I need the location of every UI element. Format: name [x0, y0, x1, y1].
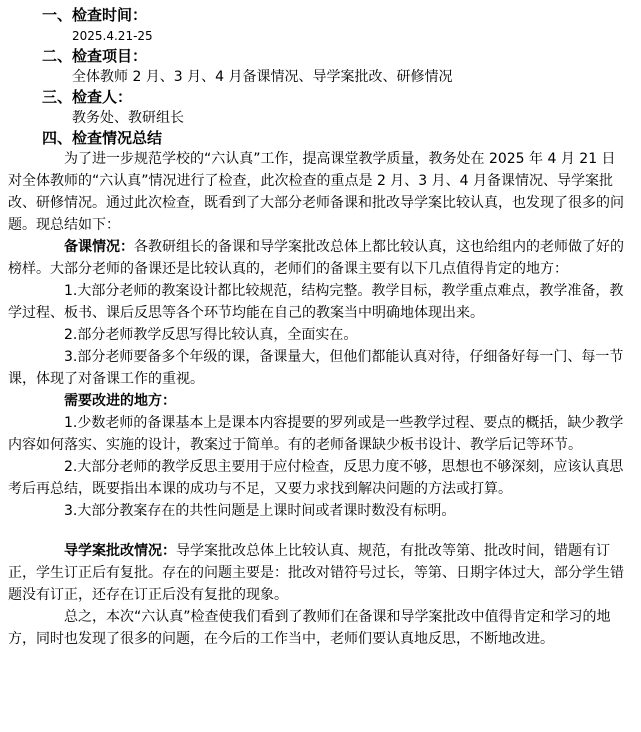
inspection-items: 全体教师 2 月、3 月、4 月备课情况、导学案批改、研修情况 — [72, 69, 453, 85]
conclusion-paragraph: 总之，本次“六认真”检查使我们看到了教师们在备课和导学案批改中值得肯定和学习的地方，同时也发现了很多的问题，在今后的工作当中，老师们要认真地反思，不断地改进。 — [8, 609, 611, 647]
section-inspectors-heading: 三、检查人： — [42, 88, 133, 106]
improve-point: 3.大部分教案存在的共性问题是上课时间或者课时数没有标明。 — [64, 503, 456, 519]
improve-label: 需要改进的地方： — [64, 393, 176, 409]
prep-point: 1.大部分老师的教案设计都比较规范，结构完整。教学目标，教学重点难点，教学准备，教学过程、板书、课后反思等各个环节均能在自己的教案当中明确地体现出来。 — [8, 283, 624, 321]
guide-label: 导学案批改情况： — [64, 543, 176, 559]
section-time-heading: 一、检查时间： — [42, 6, 148, 24]
inspectors: 教务处、教研组长 — [72, 110, 184, 126]
prep-text: 各教研组长的备课和导学案批改总体上都比较认真，这也给组内的老师做了好的榜样。大部分老师的备课还是比较认真的，老师们的备课主要有以下几点值得肯定的地方： — [8, 239, 624, 277]
prep-point: 3.部分老师要备多个年级的课，备课量大，但他们都能认真对待，仔细备好每一门、每一节课，体现了对备课工作的重视。 — [8, 349, 624, 387]
prep-paragraph — [8, 236, 629, 280]
improve-point: 1.少数老师的备课基本上是课本内容提要的罗列或是一些教学过程、要点的概括，缺少教学内容如何落实、实施的设计，教案过于简单。有的老师备课缺少板书设计、教学后记等环节。 — [8, 415, 624, 453]
prep-point: 2.部分老师教学反思写得比较认真，全面实在。 — [64, 327, 358, 343]
section-items-heading: 二、检查项目： — [42, 47, 148, 65]
section-summary-heading: 四、检查情况总结 — [42, 129, 163, 147]
guide-text: 导学案批改总体上比较认真、规范，有批改等第、批改时间，错题有订正，学生订正后有复批。存在的问题主要是：批改对错符号过长，等第、日期字体过大，部分学生错题没有订正，还存在订正后没有复批的现象。 — [8, 543, 624, 603]
spacer — [8, 522, 629, 540]
intro-paragraph: 为了进一步规范学校的“六认真”工作，提高课堂教学质量，教务处在 2025 年 4 月 21 日对全体教师的“六认真”情况进行了检查，此次检查的重点是 2 月、3 月、4 月备课情况、导学案批改、研修情况。通过此次检查，既看到了大部分老师备课和批改导学案比较认真，也发现了很多的问题。现总结如下： — [8, 151, 624, 233]
guide-paragraph — [8, 540, 629, 606]
improve-point: 2.大部分老师的教学反思主要用于应付检查，反思力度不够，思想也不够深刻，应该认真思考后再总结，既要指出本课的成功与不足，又要力求找到解决问题的方法或打算。 — [8, 459, 624, 497]
inspection-date: 2025.4.21-25 — [72, 29, 153, 43]
prep-label: 备课情况： — [64, 239, 134, 255]
